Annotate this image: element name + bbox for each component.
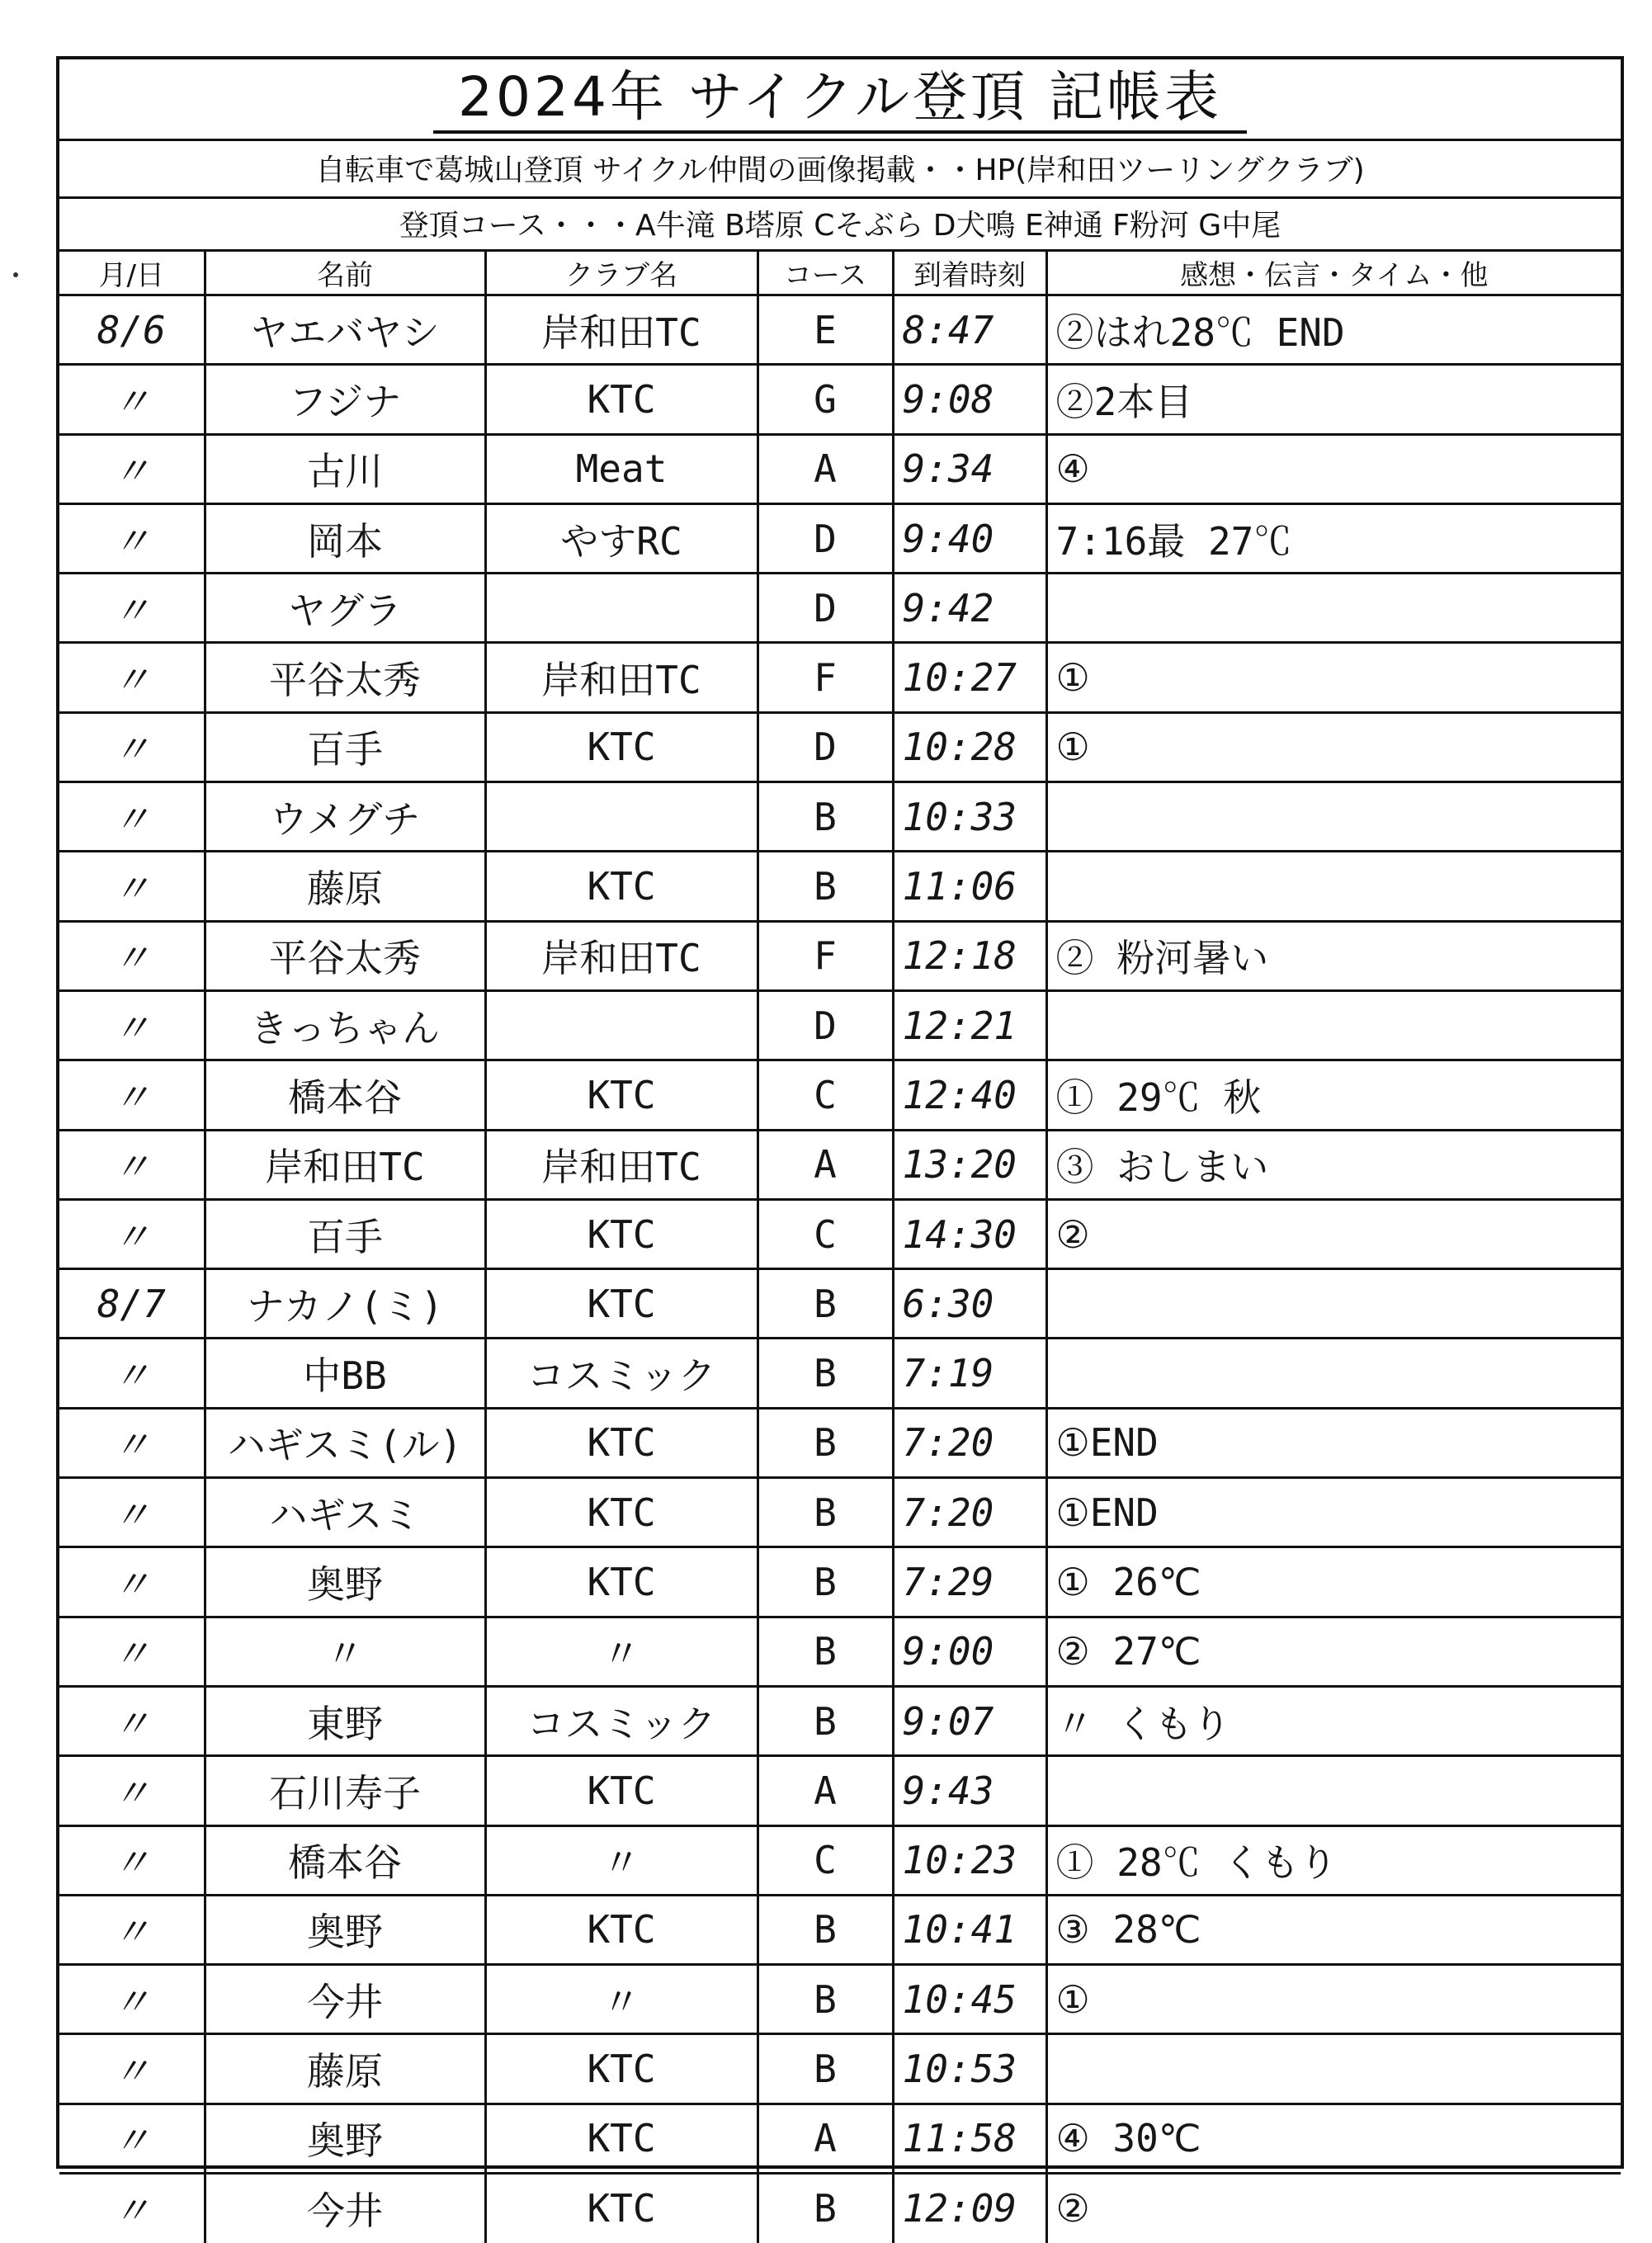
- cell-time: 12:40: [893, 1060, 1046, 1130]
- cell-date: 〃: [59, 1060, 205, 1130]
- table-row: [59, 1965, 1621, 2034]
- cell-name: 今井: [205, 2174, 485, 2243]
- stray-mark: [13, 272, 18, 277]
- cell-club: KTC: [485, 1060, 758, 1130]
- cell-time: 10:27: [893, 643, 1046, 712]
- col-header-date: 月/日: [59, 251, 205, 295]
- cell-course: E: [758, 295, 893, 365]
- cell-time: 9:42: [893, 574, 1046, 643]
- cell-name: 石川寿子: [205, 1756, 485, 1825]
- cell-note: ③ 28℃: [1046, 1895, 1621, 1964]
- cell-name: 岸和田TC: [205, 1130, 485, 1199]
- cell-course: B: [758, 1895, 893, 1964]
- cell-course: B: [758, 782, 893, 852]
- cell-course: F: [758, 921, 893, 990]
- cell-club: KTC: [485, 2034, 758, 2104]
- table-row: [59, 2034, 1621, 2104]
- cell-course: D: [758, 712, 893, 782]
- cell-club: 岸和田TC: [485, 1130, 758, 1199]
- cell-name: 今井: [205, 1965, 485, 2034]
- table-row: [59, 365, 1621, 434]
- cell-club: KTC: [485, 852, 758, 921]
- table-row: [59, 1895, 1621, 1964]
- cell-club: KTC: [485, 2104, 758, 2173]
- cell-club: [485, 782, 758, 852]
- title-text: 2024年 サイクル登頂 記帳表: [433, 64, 1247, 134]
- cell-date: 〃: [59, 1478, 205, 1547]
- cell-note: [1046, 574, 1621, 643]
- cell-course: C: [758, 1060, 893, 1130]
- table-row: [59, 503, 1621, 573]
- cell-note: ②: [1046, 2174, 1621, 2243]
- cell-course: A: [758, 434, 893, 503]
- cell-date: 〃: [59, 1547, 205, 1617]
- cell-club: KTC: [485, 712, 758, 782]
- cell-note: ①: [1046, 712, 1621, 782]
- cell-club: KTC: [485, 1199, 758, 1268]
- cell-time: 10:41: [893, 1895, 1046, 1964]
- cell-club: 〃: [485, 1617, 758, 1686]
- cell-note: ④ 30℃: [1046, 2104, 1621, 2173]
- cell-course: B: [758, 1478, 893, 1547]
- cell-course: C: [758, 1199, 893, 1268]
- cell-note: [1046, 990, 1621, 1060]
- table-row: [59, 1199, 1621, 1268]
- table-row: [59, 1478, 1621, 1547]
- cell-club: KTC: [485, 1895, 758, 1964]
- table-row: [59, 1547, 1621, 1617]
- cell-name: 〃: [205, 1617, 485, 1686]
- cell-club: 〃: [485, 1825, 758, 1895]
- cell-club: KTC: [485, 1408, 758, 1477]
- cell-date: 〃: [59, 365, 205, 434]
- table-row: [59, 712, 1621, 782]
- cell-note: ④: [1046, 434, 1621, 503]
- cell-date: 〃: [59, 1199, 205, 1268]
- cell-course: B: [758, 2174, 893, 2243]
- cell-name: 橋本谷: [205, 1825, 485, 1895]
- col-header-course: コース: [758, 251, 893, 295]
- cell-course: A: [758, 1756, 893, 1825]
- cell-note: ② 27℃: [1046, 1617, 1621, 1686]
- cell-club: KTC: [485, 1756, 758, 1825]
- cell-name: 平谷太秀: [205, 921, 485, 990]
- cell-time: 6:30: [893, 1269, 1046, 1339]
- cell-date: 〃: [59, 2034, 205, 2104]
- cell-course: F: [758, 643, 893, 712]
- cell-club: Meat: [485, 434, 758, 503]
- cell-course: B: [758, 1617, 893, 1686]
- table-row: [59, 574, 1621, 643]
- cell-club: KTC: [485, 1269, 758, 1339]
- table-row: [59, 1269, 1621, 1339]
- cell-date: 〃: [59, 2104, 205, 2173]
- cell-time: 9:07: [893, 1686, 1046, 1755]
- table-row: [59, 434, 1621, 503]
- cell-club: [485, 990, 758, 1060]
- cell-name: ヤグラ: [205, 574, 485, 643]
- cell-time: 12:18: [893, 921, 1046, 990]
- cell-course: B: [758, 1269, 893, 1339]
- cell-name: ナカノ(ミ): [205, 1269, 485, 1339]
- cell-note: 〃 くもり: [1046, 1686, 1621, 1755]
- cell-name: 百手: [205, 712, 485, 782]
- cell-course: B: [758, 1965, 893, 2034]
- cell-course: B: [758, 1339, 893, 1408]
- sheet-title: [59, 59, 1621, 141]
- cell-club: KTC: [485, 1547, 758, 1617]
- cell-date: 〃: [59, 1825, 205, 1895]
- table-row: [59, 1617, 1621, 1686]
- cell-club: 岸和田TC: [485, 921, 758, 990]
- cell-time: 9:43: [893, 1756, 1046, 1825]
- cell-date: 〃: [59, 1756, 205, 1825]
- table-row: [59, 990, 1621, 1060]
- cell-date: 〃: [59, 921, 205, 990]
- cell-name: ハギスミ: [205, 1478, 485, 1547]
- cell-date: 8/6: [59, 295, 205, 365]
- cell-club: 岸和田TC: [485, 295, 758, 365]
- cell-date: 〃: [59, 1686, 205, 1755]
- cell-club: KTC: [485, 2174, 758, 2243]
- col-header-note: 感想・伝言・タイム・他: [1046, 251, 1621, 295]
- table-row: [59, 1686, 1621, 1755]
- cell-date: 〃: [59, 503, 205, 573]
- table-row: [59, 295, 1621, 365]
- cell-course: A: [758, 1130, 893, 1199]
- cell-club: 岸和田TC: [485, 643, 758, 712]
- cell-course: D: [758, 503, 893, 573]
- cell-date: 〃: [59, 712, 205, 782]
- cell-note: ②: [1046, 1199, 1621, 1268]
- cell-note: 7:16最 27℃: [1046, 503, 1621, 573]
- cell-name: 東野: [205, 1686, 485, 1755]
- cell-note: ①: [1046, 1965, 1621, 2034]
- cell-time: 10:33: [893, 782, 1046, 852]
- cell-course: B: [758, 1408, 893, 1477]
- cell-club: コスミック: [485, 1686, 758, 1755]
- col-header-club: クラブ名: [485, 251, 758, 295]
- header-row: [59, 251, 1621, 295]
- cell-date: 〃: [59, 1965, 205, 2034]
- cell-date: 〃: [59, 1130, 205, 1199]
- cell-name: 岡本: [205, 503, 485, 573]
- cell-time: 8:47: [893, 295, 1046, 365]
- cell-name: 橋本谷: [205, 1060, 485, 1130]
- cell-time: 10:53: [893, 2034, 1046, 2104]
- cell-name: きっちゃん: [205, 990, 485, 1060]
- table-row: [59, 1130, 1621, 1199]
- cell-course: B: [758, 1547, 893, 1617]
- cell-name: 百手: [205, 1199, 485, 1268]
- cell-note: ②2本目: [1046, 365, 1621, 434]
- cell-name: 平谷太秀: [205, 643, 485, 712]
- cell-time: 10:45: [893, 1965, 1046, 2034]
- cell-note: [1046, 1339, 1621, 1408]
- cell-date: 〃: [59, 852, 205, 921]
- cell-name: 古川: [205, 434, 485, 503]
- table-row: [59, 1060, 1621, 1130]
- log-sheet: [56, 56, 1624, 2234]
- cell-time: 12:21: [893, 990, 1046, 1060]
- cell-date: 〃: [59, 1895, 205, 1964]
- cell-club: 〃: [485, 1965, 758, 2034]
- col-header-time: 到着時刻: [893, 251, 1046, 295]
- cell-note: [1046, 2034, 1621, 2104]
- cell-time: 7:19: [893, 1339, 1046, 1408]
- cell-course: B: [758, 2034, 893, 2104]
- cell-date: 〃: [59, 643, 205, 712]
- cell-time: 14:30: [893, 1199, 1046, 1268]
- cell-name: 奥野: [205, 1547, 485, 1617]
- table-row: [59, 852, 1621, 921]
- course-legend: 登頂コース・・・A牛滝 B塔原 Cそぶら D犬鳴 E神通 F粉河 G中尾: [399, 208, 1281, 243]
- cell-time: 13:20: [893, 1130, 1046, 1199]
- table-row: [59, 1408, 1621, 1477]
- cell-date: 〃: [59, 782, 205, 852]
- cell-name: 藤原: [205, 852, 485, 921]
- cell-note: ② 粉河暑い: [1046, 921, 1621, 990]
- cell-time: 10:23: [893, 1825, 1046, 1895]
- cell-date: 〃: [59, 2174, 205, 2243]
- cell-time: 7:20: [893, 1408, 1046, 1477]
- cell-date: 8/7: [59, 1269, 205, 1339]
- cell-time: 9:00: [893, 1617, 1046, 1686]
- log-body: [59, 295, 1621, 2243]
- cell-note: ③ おしまい: [1046, 1130, 1621, 1199]
- cell-course: B: [758, 1686, 893, 1755]
- cell-club: [485, 574, 758, 643]
- table-row: [59, 2104, 1621, 2173]
- cell-name: ハギスミ(ル): [205, 1408, 485, 1477]
- cell-note: ①: [1046, 643, 1621, 712]
- cell-time: 12:09: [893, 2174, 1046, 2243]
- cell-club: KTC: [485, 365, 758, 434]
- cell-club: KTC: [485, 1478, 758, 1547]
- cell-note: ①END: [1046, 1408, 1621, 1477]
- cell-club: やすRC: [485, 503, 758, 573]
- cell-name: フジナ: [205, 365, 485, 434]
- cell-name: ヤエバヤシ: [205, 295, 485, 365]
- cell-date: 〃: [59, 434, 205, 503]
- cell-course: D: [758, 574, 893, 643]
- cell-note: ① 29℃ 秋: [1046, 1060, 1621, 1130]
- table-row: [59, 782, 1621, 852]
- cell-time: 7:29: [893, 1547, 1046, 1617]
- cell-name: ウメグチ: [205, 782, 485, 852]
- cell-course: C: [758, 1825, 893, 1895]
- cell-name: 藤原: [205, 2034, 485, 2104]
- cell-note: [1046, 852, 1621, 921]
- cell-time: 9:34: [893, 434, 1046, 503]
- cell-note: [1046, 1269, 1621, 1339]
- cell-course: G: [758, 365, 893, 434]
- cell-time: 10:28: [893, 712, 1046, 782]
- table-row: [59, 1339, 1621, 1408]
- cell-course: B: [758, 852, 893, 921]
- cell-note: ②はれ28℃ END: [1046, 295, 1621, 365]
- col-header-name: 名前: [205, 251, 485, 295]
- cell-date: 〃: [59, 1408, 205, 1477]
- table-row: [59, 1825, 1621, 1895]
- cell-time: 7:20: [893, 1478, 1046, 1547]
- cell-club: コスミック: [485, 1339, 758, 1408]
- table-row: [59, 2174, 1621, 2243]
- cell-note: ① 26℃: [1046, 1547, 1621, 1617]
- cell-course: A: [758, 2104, 893, 2173]
- cell-name: 奥野: [205, 1895, 485, 1964]
- cell-date: 〃: [59, 990, 205, 1060]
- cell-date: 〃: [59, 1339, 205, 1408]
- table-row: [59, 921, 1621, 990]
- cell-note: ① 28℃ くもり: [1046, 1825, 1621, 1895]
- cell-name: 奥野: [205, 2104, 485, 2173]
- cell-time: 11:06: [893, 852, 1046, 921]
- cell-note: ①END: [1046, 1478, 1621, 1547]
- cell-date: 〃: [59, 574, 205, 643]
- cell-date: 〃: [59, 1617, 205, 1686]
- cell-time: 9:08: [893, 365, 1046, 434]
- cell-time: 11:58: [893, 2104, 1046, 2173]
- cell-time: 9:40: [893, 503, 1046, 573]
- cell-course: D: [758, 990, 893, 1060]
- sheet-subtitle: 自転車で葛城山登頂 サイクル仲間の画像掲載・・HP(岸和田ツーリングクラブ): [59, 139, 1621, 199]
- table-row: [59, 1756, 1621, 1825]
- log-table: [59, 249, 1621, 2243]
- cell-name: 中BB: [205, 1339, 485, 1408]
- table-row: [59, 643, 1621, 712]
- cell-note: [1046, 1756, 1621, 1825]
- cell-note: [1046, 782, 1621, 852]
